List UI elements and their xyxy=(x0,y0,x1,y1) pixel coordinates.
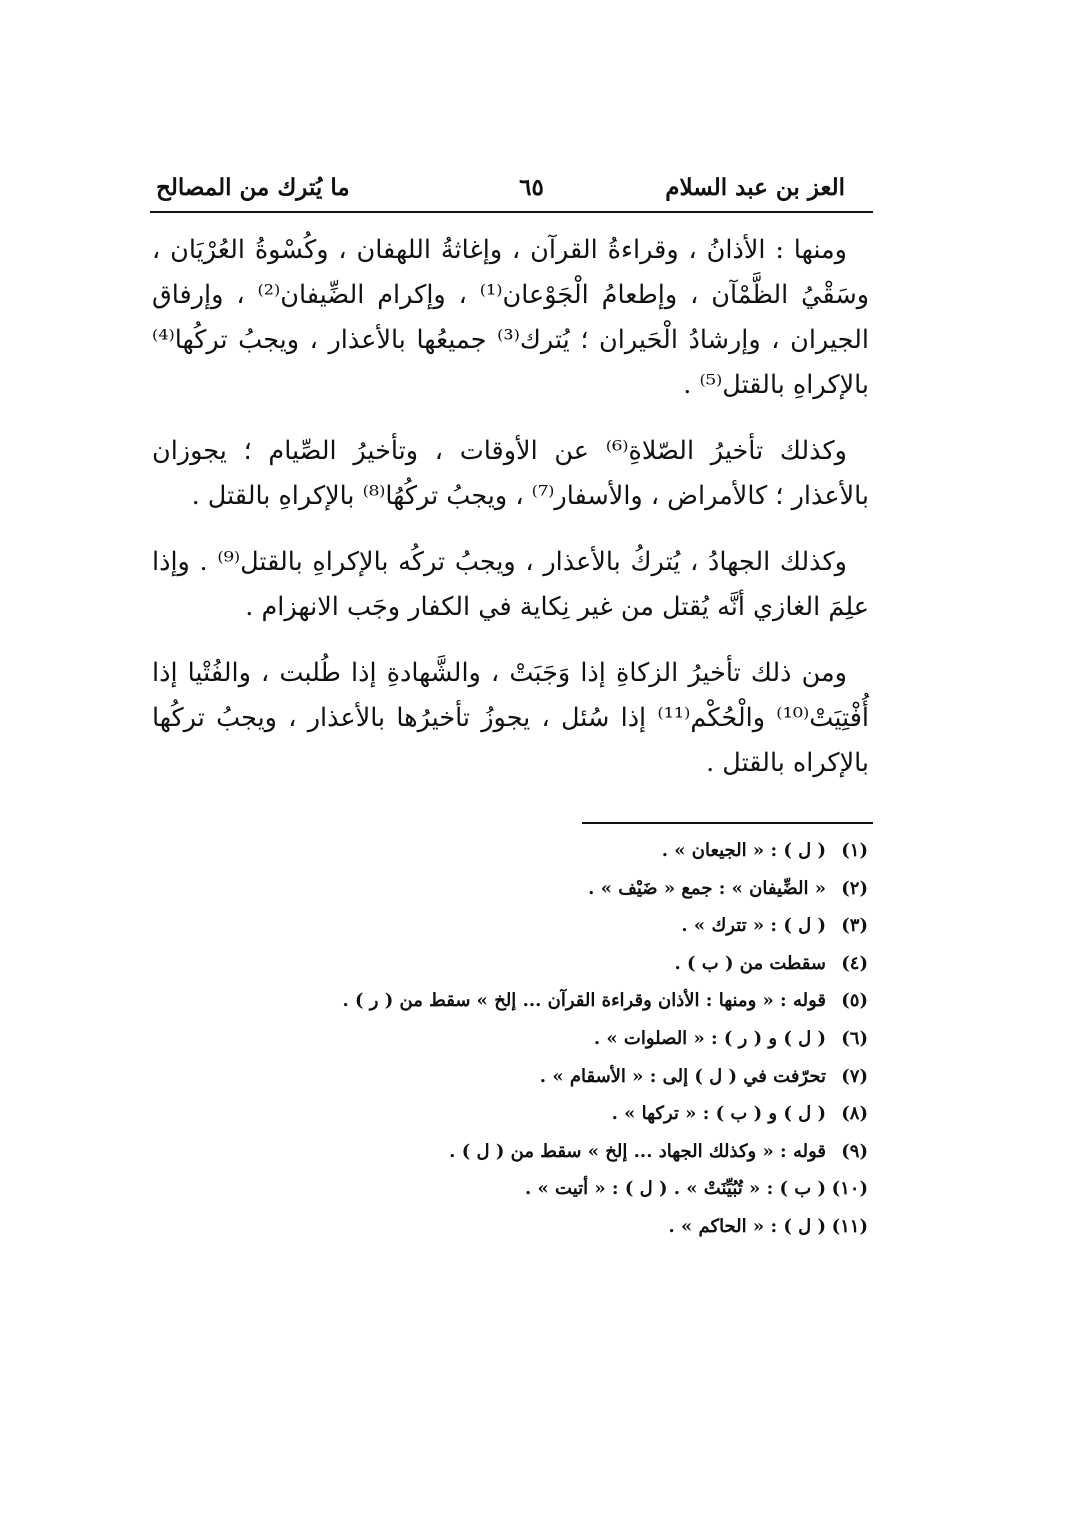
footnote-number: (١١) xyxy=(831,1215,868,1237)
paragraph: ومن ذلك تأخيرُ الزكاةِ إذا وَجَبَتْ ، والشَّهادةِ إذا طُلبت ، والفُتْيا إذا أُفْتِيَتْ⁽¹⁰⁾ والْحُكْم⁽¹¹⁾ إذا سُئل ، يجوزُ تأخيرُها بالأعذار ، ويجبُ تركُها بالإكراه بالقتل . xyxy=(152,658,869,778)
footnote-text: ( ب ) : « تُبُيِّنَتْ » . ( ل ) : « أتيت » . xyxy=(524,1178,826,1200)
header-rule xyxy=(150,211,873,213)
footnote xyxy=(320,1095,868,1133)
footnote-number: (٦) xyxy=(841,1027,868,1049)
footnotes xyxy=(320,832,868,1246)
footnote-number: (٤) xyxy=(841,952,868,974)
paragraph: ومنها : الأذانُ ، وقراءةُ القرآن ، وإغاثةُ اللهفان ، وكُسْوةُ العُرْيَان ، وسَقْيُ الظَّمْآن ، وإطعامُ الْجَوْعان⁽¹⁾ ، وإكرام الضِّيفان⁽²⁾ ، وإرفاق الجيران ، وإرشادُ الْحَيران ؛ يُترك⁽³⁾ جميعُها بالأعذار ، ويجبُ تركُها⁽⁴⁾ بالإكراهِ بالقتل⁽⁵⁾ . xyxy=(152,235,870,400)
footnote-text: « الضِّيفان » : جمع « ضَيْف » . xyxy=(588,877,826,899)
footnote-text: قوله : « وكذلك الجهاد ... إلخ » سقط من ( ل ) . xyxy=(449,1140,826,1162)
footnote xyxy=(320,1058,868,1096)
footnote-number: (٨) xyxy=(841,1103,868,1125)
footnote xyxy=(320,982,868,1020)
paragraph: وكذلك تأخيرُ الصّلاةِ⁽⁶⁾ عن الأوقات ، وتأخيرُ الصِّيام ؛ يجوزان بالأعذار ؛ كالأمراض ، والأسفار⁽⁷⁾ ، ويجبُ تركُهُا⁽⁸⁾ بالإكراهِ بالقتل . xyxy=(152,436,869,511)
footnote xyxy=(320,945,868,983)
main-text xyxy=(152,228,869,807)
footnote-text: ( ل ) : « الجيعان » . xyxy=(661,840,826,861)
footnote-text: ( ل ) : « تترك » . xyxy=(681,915,826,937)
footnote xyxy=(320,832,868,870)
footnote xyxy=(320,1133,868,1171)
page-number: ٦٥ xyxy=(519,174,544,201)
footnote-number: (٧) xyxy=(841,1065,868,1087)
footnote-text: ( ل ) و ( ب ) : « تركها » . xyxy=(611,1103,826,1125)
footnote xyxy=(320,1208,868,1246)
footnote-number: (٥) xyxy=(841,990,868,1012)
running-head xyxy=(150,168,873,210)
footnote-text: ( ل ) و ( ر ) : « الصلوات » . xyxy=(593,1027,826,1049)
footnote-text: سقطت من ( ب ) . xyxy=(674,952,826,974)
footnote-number: (٣) xyxy=(841,915,868,937)
footnote-number: (٢) xyxy=(841,877,868,899)
footnote-number: (٩) xyxy=(841,1140,868,1162)
footnote xyxy=(320,870,868,908)
footnote-text: ( ل ) : « الحاكم » . xyxy=(668,1215,826,1237)
author-name: العز بن عبد السلام xyxy=(665,174,845,201)
footnote-rule xyxy=(582,822,873,824)
footnote-number: (١٠) xyxy=(831,1178,868,1200)
footnote-text: قوله : « ومنها : الأذان وقراءة القرآن ... إلخ » سقط من ( ر ) . xyxy=(342,990,826,1012)
footnote xyxy=(320,1170,868,1208)
section-title: ما يُترك من المصالح xyxy=(156,174,350,201)
footnote xyxy=(320,907,868,945)
footnote xyxy=(320,1020,868,1058)
footnote-number: (١) xyxy=(841,840,868,861)
footnote-text: تحرّفت في ( ل ) إلى : « الأسقام » . xyxy=(539,1065,826,1087)
paragraph: وكذلك الجهادُ ، يُتركُ بالأعذار ، ويجبُ تركُه بالإكراهِ بالقتل⁽⁹⁾ . وإذا علِمَ الغازي أنَّه يُقتل من غير نِكاية في الكفار وجَب الانهزام . xyxy=(152,547,869,622)
